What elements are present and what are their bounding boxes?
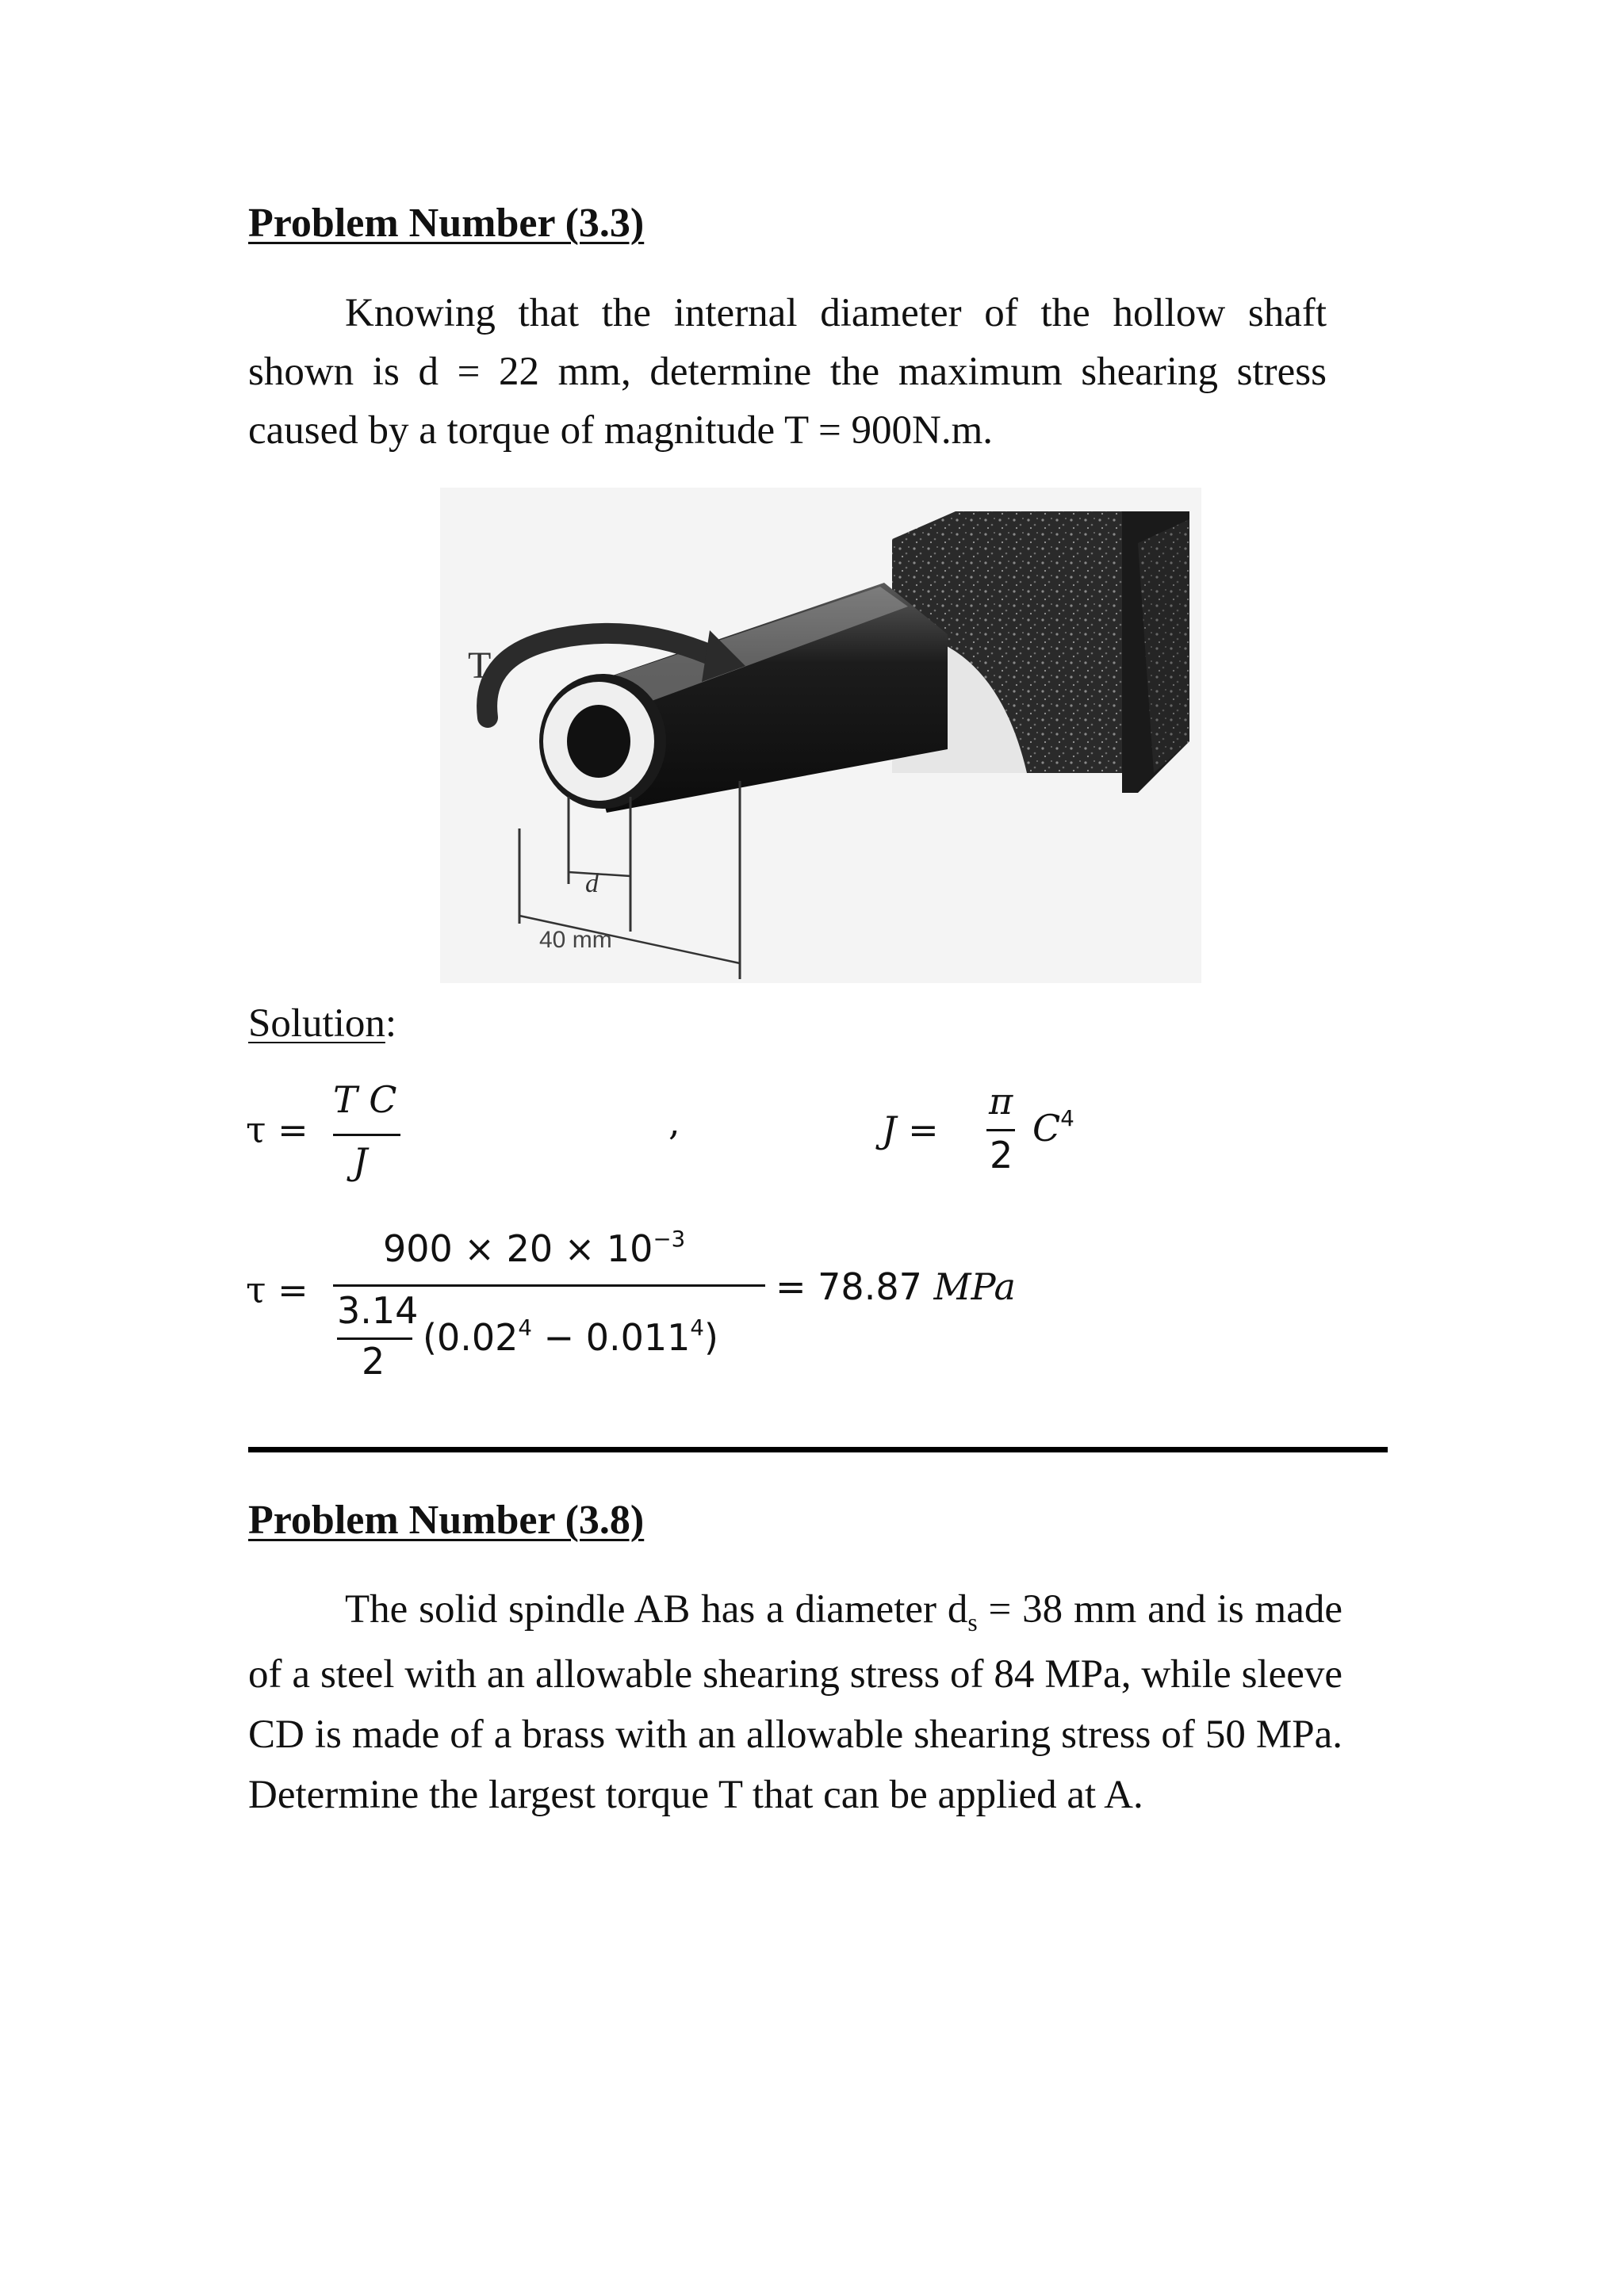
problem-statement-text: Knowing that the internal diameter of the hollow shaft shown is d = 22 mm, determine the maximum shearing stress caused by a torque of magnitude T = 900N.m. — [248, 291, 1327, 453]
eq2-exponent: 4 — [1060, 1104, 1074, 1131]
eq1-lhs: τ = — [246, 1108, 308, 1151]
eq2-fraction-bar — [986, 1129, 1015, 1131]
problem-heading: Problem Number (3.3) — [248, 201, 645, 246]
eq3-coef-denominator: 2 — [362, 1340, 385, 1383]
eq3-exp-a: 4 — [518, 1314, 532, 1341]
eq3-term-a: (0.02 — [423, 1316, 519, 1359]
outer-diameter-label: 40 mm — [539, 927, 612, 953]
solution-label — [248, 1001, 396, 1047]
solution-colon: : — [385, 1001, 397, 1046]
eq3-parenthesis-term — [423, 1316, 718, 1359]
eq3-paren-close: ) — [703, 1316, 718, 1359]
eq3-exp-b: 4 — [690, 1314, 704, 1341]
problem-heading-2: Problem Number (3.8) — [248, 1498, 645, 1543]
eq3-numerator-exponent: −3 — [653, 1225, 686, 1252]
eq3-numerator-text: 900 × 20 × 10 — [383, 1227, 653, 1270]
eq2-term — [1032, 1104, 1074, 1150]
problem-statement-2 — [248, 1579, 1342, 1825]
problem2-subscript: s — [967, 1609, 978, 1637]
eq3-lhs: τ = — [246, 1269, 308, 1311]
eq3-term-b: − 0.011 — [531, 1316, 691, 1359]
eq1-fraction-bar — [333, 1134, 400, 1136]
problem2-text-b: = 38 mm and is made of a steel with an allowable shearing stress of 84 MPa, while sleeve CD is made of a brass with an allowable shearing stress of 50 MPa. Determine the largest torque T that can be applied at A. — [248, 1587, 1342, 1817]
eq3-result-unit: MPa — [933, 1265, 1016, 1308]
eq2-lhs-text: J = — [882, 1108, 939, 1151]
eq1-numerator: T C — [333, 1078, 397, 1121]
inner-diameter-label: d — [585, 869, 599, 898]
eq-separator: , — [668, 1100, 680, 1143]
eq3-result-value: = 78.87 — [776, 1265, 922, 1308]
solution-label-text: Solution — [248, 1001, 385, 1046]
problem-statement — [248, 284, 1327, 460]
eq3-coef-numerator: 3.14 — [337, 1289, 419, 1332]
eq2-lhs — [882, 1108, 939, 1151]
section-divider — [248, 1447, 1388, 1452]
eq1-denominator: J — [353, 1140, 368, 1183]
eq3-result — [776, 1265, 1016, 1308]
eq3-numerator — [383, 1227, 685, 1270]
torque-label: T — [468, 645, 492, 687]
eq2-pi: π — [989, 1080, 1013, 1123]
problem2-text-a: The solid spindle AB has a diameter d — [345, 1587, 968, 1632]
eq2-denominator: 2 — [990, 1134, 1013, 1177]
eq3-main-fraction-bar — [333, 1284, 765, 1287]
hollow-shaft-figure — [440, 488, 1201, 983]
eq2-term-letter: C — [1032, 1107, 1061, 1150]
